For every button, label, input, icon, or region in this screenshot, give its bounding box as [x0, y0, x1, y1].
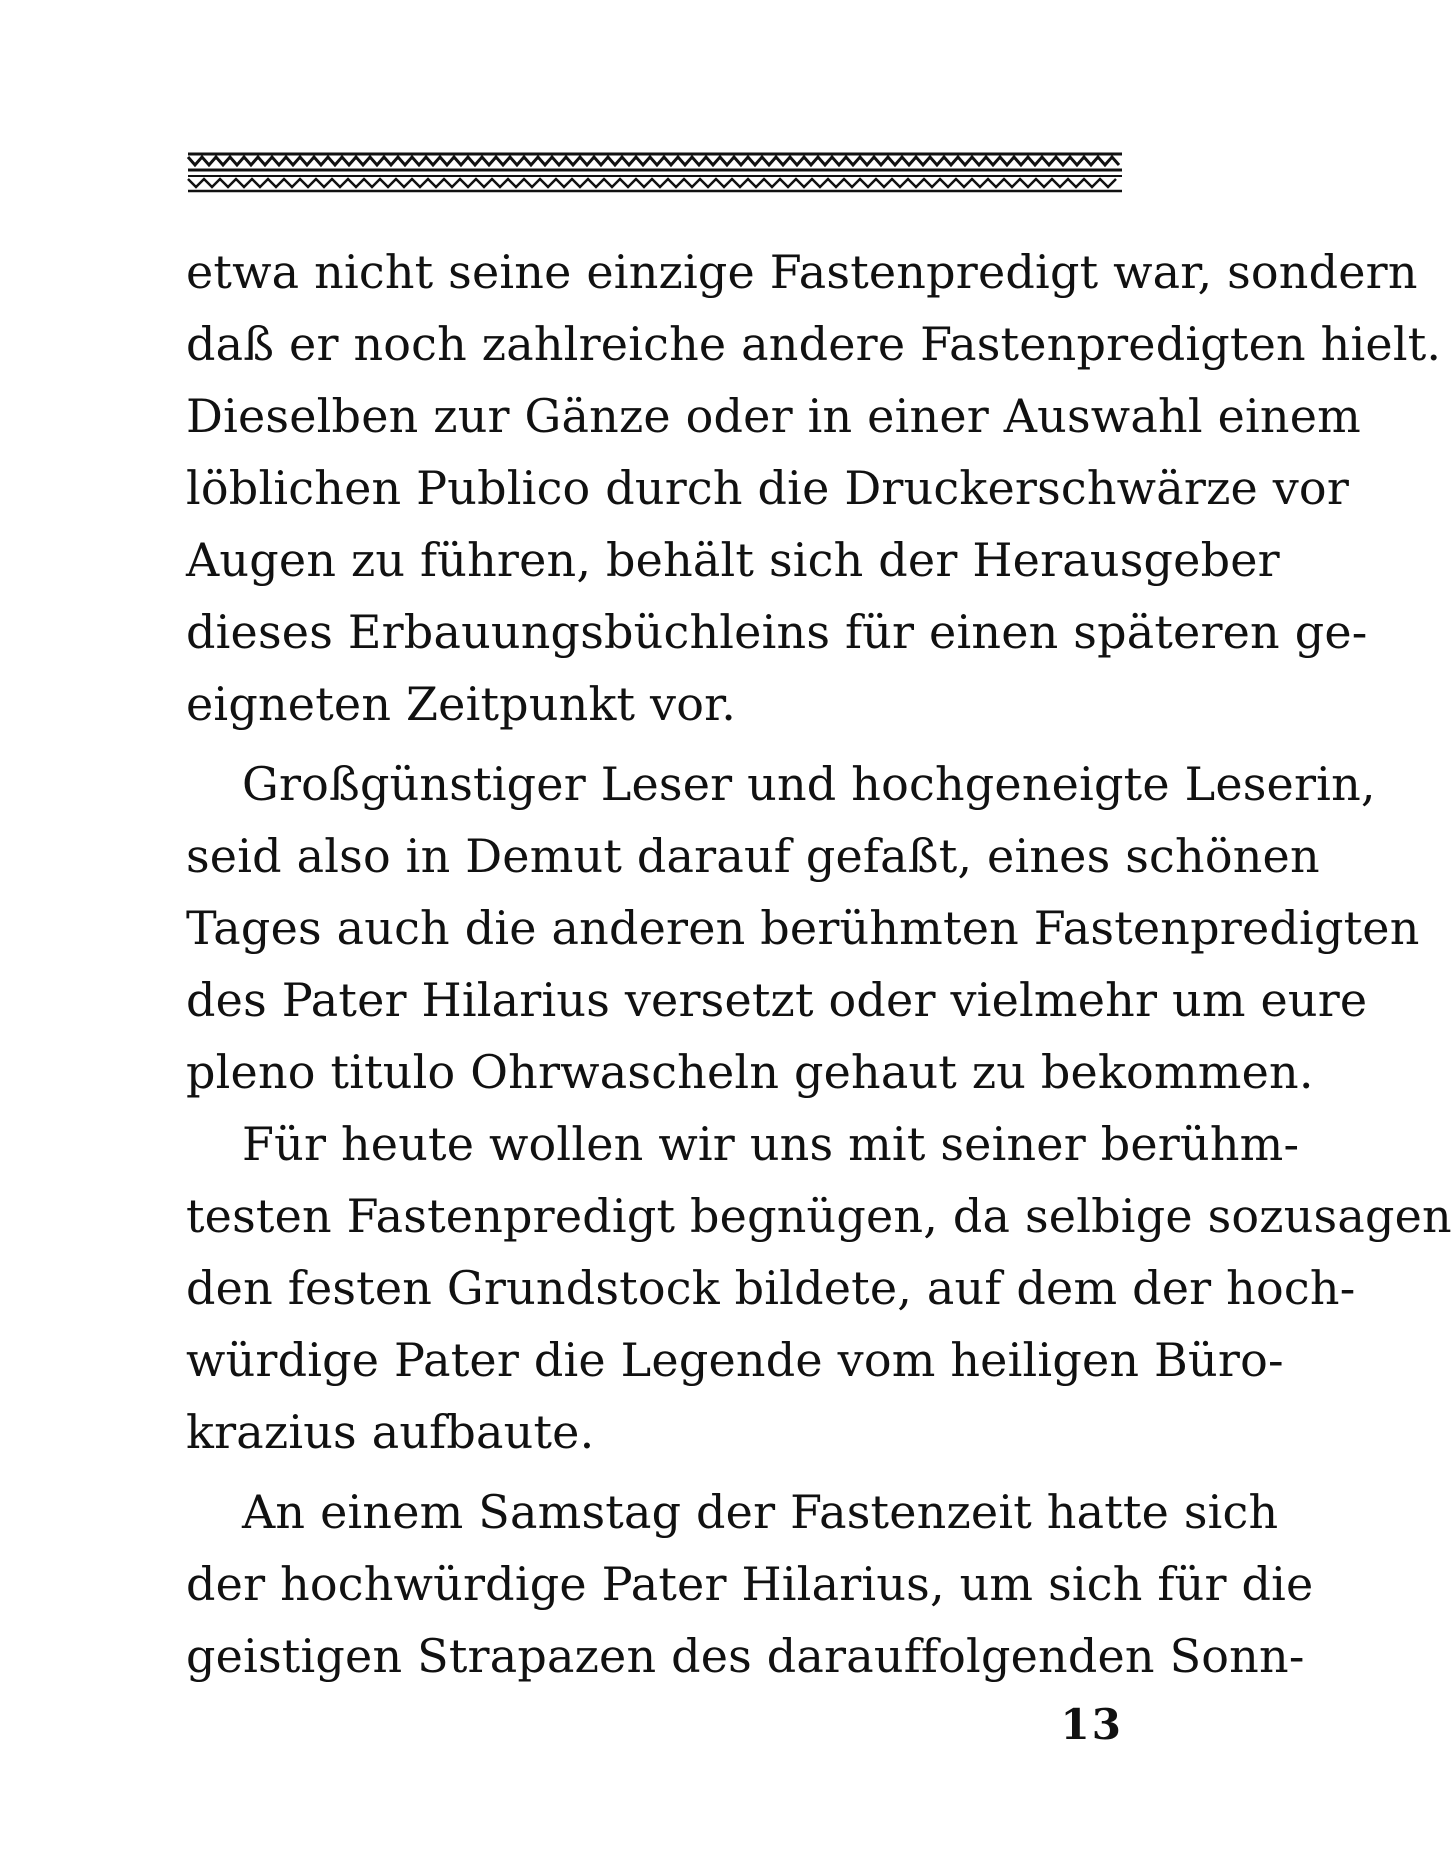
text-line: daß er noch zahlreiche andere Fastenpredigten hielt. — [186, 317, 1442, 371]
text-line: würdige Pater die Legende vom heiligen Büro- — [186, 1333, 1284, 1387]
text-line: Augen zu führen, behält sich der Herausgeber — [186, 533, 1280, 587]
text-line: des Pater Hilarius versetzt oder vielmehr um eure — [186, 973, 1368, 1027]
page-number: 13 — [1060, 1700, 1123, 1749]
text-line: dieses Erbauungsbüchleins für einen späteren ge- — [186, 605, 1368, 659]
text-line: den festen Grundstock bildete, auf dem der hoch- — [186, 1261, 1356, 1315]
text-line: testen Fastenpredigt begnügen, da selbige sozusagen — [186, 1189, 1452, 1243]
text-line: löblichen Publico durch die Druckerschwärze vor — [186, 461, 1350, 515]
text-line: Großgünstiger Leser und hochgeneigte Leserin, — [242, 757, 1376, 811]
text-line: An einem Samstag der Fastenzeit hatte sich — [242, 1485, 1279, 1539]
text-line: Für heute wollen wir uns mit seiner berühm- — [242, 1117, 1300, 1171]
text-line: geistigen Strapazen des darauffolgenden Sonn- — [186, 1629, 1305, 1683]
text-line: seid also in Demut darauf gefaßt, eines schönen — [186, 829, 1320, 883]
text-line: der hochwürdige Pater Hilarius, um sich für die — [186, 1557, 1314, 1611]
text-line: pleno titulo Ohrwascheln gehaut zu bekommen. — [186, 1045, 1314, 1099]
text-line: Dieselben zur Gänze oder in einer Auswahl einem — [186, 389, 1361, 443]
text-line: krazius aufbaute. — [186, 1405, 595, 1459]
text-line: eigneten Zeitpunkt vor. — [186, 677, 737, 731]
body-text — [186, 236, 1452, 1692]
header-ornament — [188, 150, 1122, 194]
text-line: Tages auch die anderen berühmten Fastenpredigten — [186, 901, 1420, 955]
text-line: etwa nicht seine einzige Fastenpredigt war, sondern — [186, 245, 1418, 299]
